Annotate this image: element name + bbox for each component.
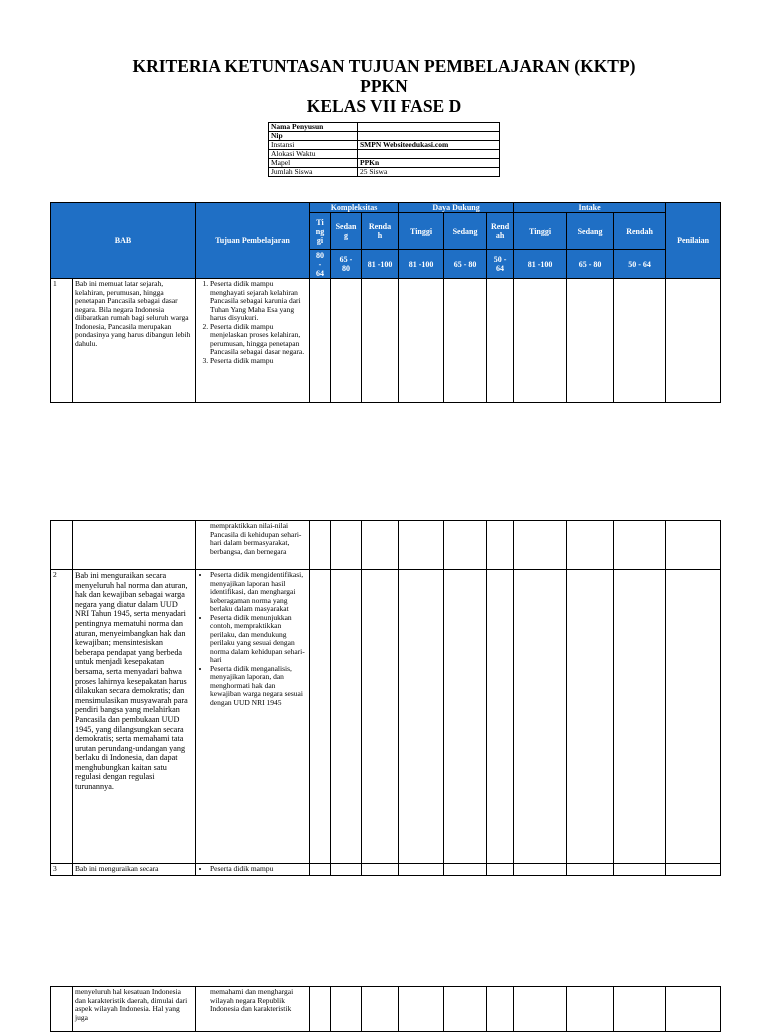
header-daya-dukung: Daya Dukung <box>399 203 514 213</box>
table-row <box>51 987 721 1032</box>
info-label: Mapel <box>269 159 358 168</box>
row-number <box>51 521 73 570</box>
goal-item: 1. Peserta didik mampu menghayati sejarah kelahiran Pancasila sebagai karunia dari Tuhan Yang Maha Esa yang harus disyukuri. <box>210 280 307 323</box>
table-row <box>51 864 721 876</box>
header-penilaian: Penilaian <box>666 203 721 279</box>
range-komp-tinggi: 80 - 64 <box>310 250 331 279</box>
goal-item: • Peserta didik mengidentifikasi, menyajikan laporan hasil identifikasi, dan menghargai keberagaman norma yang berlaku dalam masyarakat <box>210 571 307 614</box>
range-daya-tinggi: 81 -100 <box>399 250 444 279</box>
goal-item-continued: memahami dan menghargai wilayah negara Republik Indonesia dan karakteristik <box>210 987 294 1013</box>
row-goals-continued <box>196 521 310 570</box>
range-komp-sedang: 65 - 80 <box>331 250 362 279</box>
goal-item: • Peserta didik mampu <box>210 865 307 874</box>
row-goals <box>196 279 310 403</box>
info-value: SMPN Websiteedukasi.com <box>358 141 500 150</box>
header-daya-rendah: Rend ah <box>487 213 514 250</box>
row-bab-text: Bab ini menguraikan secara menyeluruh hal norma dan aturan, hak dan kewajiban sebagai warga negara yang diatur dalam UUD NRI Tahun 1945, serta menyadari pentingnya mematuhi norma dan aturan, menyeimbangkan hak dan kewajiban; mensintesiskan beberapa pendapat yang berbeda untuk menjadi kesepakatan bersama, serta menyadari bahwa proses lahirnya kesepakatan harus dilakukan secara demokratis; dan mensimulasikan musyawarah para pendiri bangsa yang melahirkan Pancasila dan pembukaan UUD 1945, yang dilangsungkan secara demokratis; serta memahami tata urutan perundang-undangan yang berlaku di Indonesia, dan dapat menghubungkan kaitan satu regulasi dengan regulasi turunannya. <box>73 570 196 864</box>
row-number <box>51 987 73 1032</box>
header-intake: Intake <box>514 203 666 213</box>
range-komp-rendah: 81 -100 <box>362 250 399 279</box>
row-goals <box>196 864 310 876</box>
row-number: 1 <box>51 279 73 403</box>
header-daya-tinggi: Tinggi <box>399 213 444 250</box>
info-label: Instansi <box>269 141 358 150</box>
goal-item-continued: mempraktikkan nilai-nilai Pancasila di kehidupan sehari-hari dalam bermasyarakat, berbangsa, dan bernegara <box>210 521 302 556</box>
kktp-table <box>50 202 721 403</box>
goal-item: • Peserta didik menunjukkan contoh, mempraktikkan perilaku, dan mendukung perilaku yang sesuai dengan norma dalam kehidupan sehari-hari <box>210 614 307 665</box>
row-number: 2 <box>51 570 73 864</box>
header-komp-rendah: Renda h <box>362 213 399 250</box>
row-bab-text: menyeluruh hal kesatuan Indonesia dan karakteristik daerah, dimulai dari aspek wilayah Indonesia. Hal yang juga <box>73 987 196 1032</box>
goal-item: 2. Peserta didik mampu menjelaskan proses kelahiran, perumusan, hingga penetapan Pancasila sebagai dasar negara. <box>210 323 307 357</box>
row-bab-text: Bab ini menguraikan secara <box>73 864 196 876</box>
table-row <box>51 570 721 864</box>
range-intake-sedang: 65 - 80 <box>567 250 614 279</box>
row-goals <box>196 570 310 864</box>
row-bab-text <box>73 521 196 570</box>
title-line-1: KRITERIA KETUNTASAN TUJUAN PEMBELAJARAN (KKTP) <box>132 56 636 76</box>
info-value: PPKn <box>358 159 500 168</box>
info-label: Alokasi Waktu <box>269 150 358 159</box>
table-row <box>51 521 721 570</box>
info-label: Nama Penyusun <box>269 123 358 132</box>
row-number: 3 <box>51 864 73 876</box>
info-value <box>358 123 500 132</box>
info-value: 25 Siswa <box>358 168 500 177</box>
range-intake-tinggi: 81 -100 <box>514 250 567 279</box>
goals-list <box>198 865 307 874</box>
goals-list <box>198 280 307 365</box>
range-daya-rendah: 50 - 64 <box>487 250 514 279</box>
header-komp-sedang: Sedan g <box>331 213 362 250</box>
header-tujuan: Tujuan Pembelajaran <box>196 203 310 279</box>
kktp-table-continued-2 <box>50 986 721 1032</box>
header-kompleksitas: Kompleksitas <box>310 203 399 213</box>
header-intake-sedang: Sedang <box>567 213 614 250</box>
goals-list <box>198 571 307 707</box>
row-goals-continued <box>196 987 310 1032</box>
info-row <box>269 150 500 159</box>
info-label: Jumlah Siswa <box>269 168 358 177</box>
title-line-3: KELAS VII FASE D <box>306 96 462 116</box>
header-bab: BAB <box>51 203 196 279</box>
range-intake-rendah: 50 - 64 <box>614 250 666 279</box>
header-daya-sedang: Sedang <box>444 213 487 250</box>
table-row <box>51 279 721 403</box>
info-row <box>269 168 500 177</box>
header-komp-tinggi: Ti ng gi <box>310 213 331 250</box>
row-bab-text: Bab ini memuat latar sejarah, kelahiran, perumusan, hingga penetapan Pancasila sebagai dasar negara. Bila negara Indonesia diibaratkan rumah bagi seluruh warga Indonesia, Pancasila merupakan pondasinya yang harus dibangun lebih dahulu. <box>73 279 196 403</box>
title-line-2: PPKN <box>360 76 408 96</box>
goal-item: • Peserta didik menganalisis, menyajikan laporan, dan menghormati hak dan kewajiban warga negara sesuai dengan UUD NRI 1945 <box>210 665 307 708</box>
range-daya-sedang: 65 - 80 <box>444 250 487 279</box>
kktp-table-continued <box>50 520 721 876</box>
info-row <box>269 123 500 132</box>
info-label: Nip <box>269 132 358 141</box>
info-table <box>268 122 500 177</box>
goal-item: 3. Peserta didik mampu <box>210 357 307 366</box>
document-title <box>0 56 768 116</box>
header-intake-rendah: Rendah <box>614 213 666 250</box>
header-intake-tinggi: Tinggi <box>514 213 567 250</box>
